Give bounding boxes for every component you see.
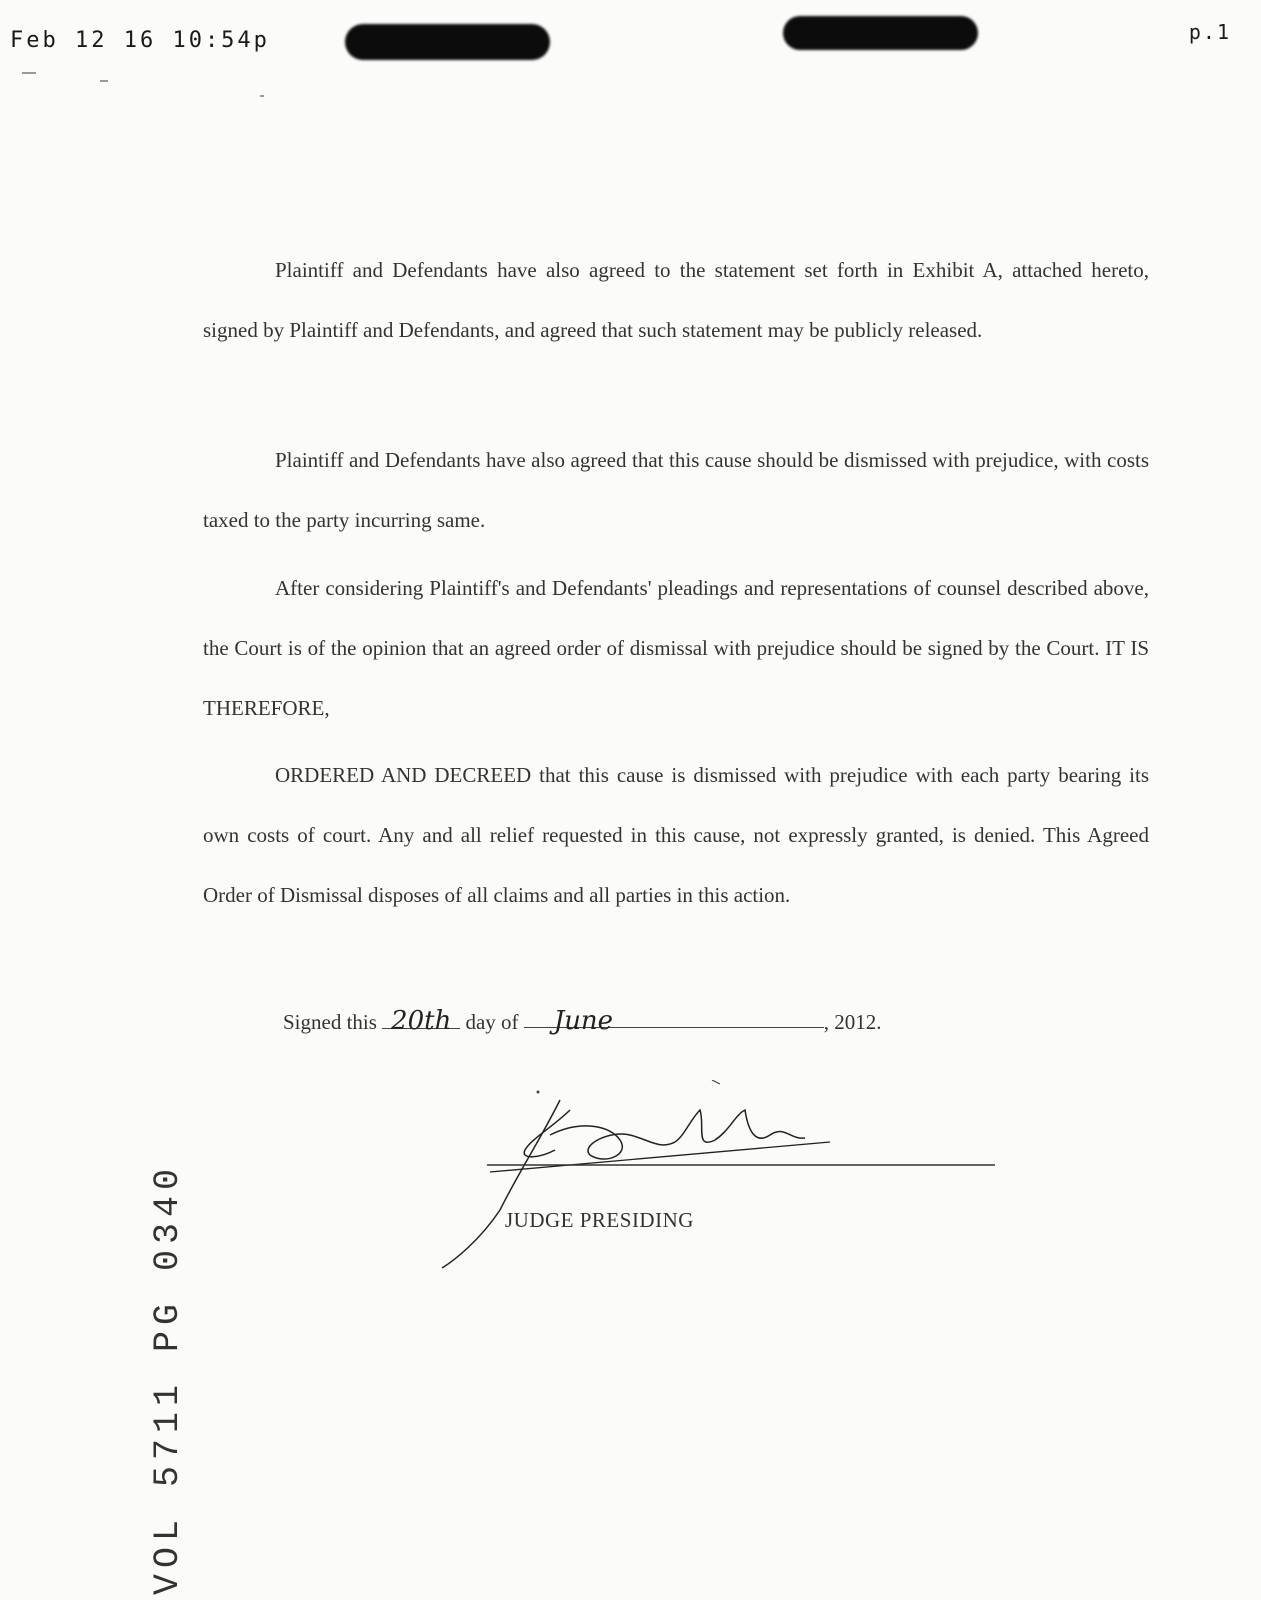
judge-presiding-label: JUDGE PRESIDING	[505, 1208, 694, 1232]
paragraph-court-opinion: After considering Plaintiff's and Defendants' pleadings and representations of counsel described above, the Court is of the opinion that an agreed order of dismissal with prejudice should be signed by the Court. IT IS THEREFORE,	[203, 576, 1149, 720]
signed-month: June	[524, 1006, 824, 1028]
scan-speck	[260, 95, 264, 97]
paragraph-dismissal-agreement: Plaintiff and Defendants have also agreed that this cause should be dismissed with prejudice, with costs taxed to the party incurring same.	[203, 448, 1149, 532]
judge-signature	[430, 1080, 1010, 1270]
fax-page-number: p.1	[1188, 20, 1231, 44]
signed-day: 20th	[382, 1006, 460, 1029]
fax-timestamp: Feb 12 16 10:54p	[10, 28, 270, 53]
signed-middle: day of	[465, 1010, 519, 1034]
redaction-bar-2	[783, 16, 978, 50]
signed-year: , 2012.	[823, 1010, 882, 1034]
paragraph-exhibit-a: Plaintiff and Defendants have also agreed to the statement set forth in Exhibit A, attached hereto, signed by Plaintiff and Defendants, and agreed that such statement may be publicly released.	[203, 258, 1149, 342]
paragraph-order-decree: ORDERED AND DECREED that this cause is dismissed with prejudice with each party bearing its own costs of court. Any and all relief requested in this cause, not expressly granted, is denied. This Agreed Order of Dismissal disposes of all claims and all parties in this action.	[203, 763, 1149, 907]
signed-prefix: Signed this	[283, 1010, 377, 1034]
scan-speck	[100, 80, 108, 82]
signed-date-line	[283, 1006, 882, 1035]
redaction-bar-1	[345, 24, 550, 60]
volume-page-stamp: VOL 5711 PG 0340	[148, 1162, 188, 1595]
scan-speck	[22, 72, 36, 74]
